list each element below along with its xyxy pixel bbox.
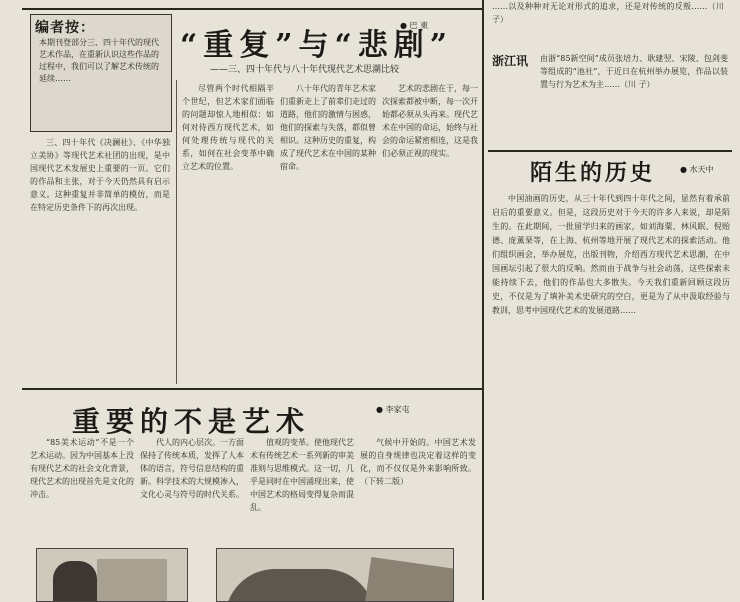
editor-note-box [30,14,172,132]
bottom-article-author: ● 李家屯 [376,405,410,414]
column-divider [176,80,177,384]
section-rule [22,388,482,390]
bottom-article-column [250,436,354,544]
right-top-text: ……以及种种对无论对形式的追求，还是对传统的反叛……（川 子） [492,2,724,24]
paragraph: 值观的变革。使他现代艺术有传统艺术一系列新的审美准则与思维模式。这一切，几乎是同时在中国涌现出来，使中国艺术的格局变得复杂而混乱。 [250,438,354,512]
top-rule [22,8,482,10]
paragraph: 代人的内心层次。一方面保持了传统本质，发挥了人本体的语言，符号信息结构的重新。科学技术的大规模渗入，文化心灵与符号的时代关系。 [140,438,244,499]
bottom-article-column [30,436,134,544]
bottom-article-column [140,436,244,544]
column-divider [482,0,484,600]
painting-photo [36,548,188,602]
paragraph: 中国油画的历史，从三十年代到四十年代之间，显然有着承前启后的重要意义。但是，这段历史对于今天的许多人来说，却是陌生的。在此期间，一批留学归来的画家，如刘海粟、林风眠、倪贻德、庞薰琹等，在上海、杭州等地开展了现代艺术的探索活动。他们组织画会，举办展览，出版刊物，介绍西方现代艺术思潮，在中国画坛引起了很大的反响。然而由于战争与社会动荡，这些探索未能持续下去，他们的作品也大多散失。今天我们重新回顾这段历史，不仅是为了填补美术史研究的空白，更是为了从中汲取经验与教训，思考中国现代艺术的发展道路…… [492,194,730,315]
background-shape [97,559,167,602]
zhejiang-news-label: 浙江讯 [492,54,529,68]
main-article-column [30,136,170,384]
editor-note-title: 编者按： [35,20,95,36]
bottom-article-title: 重要的不是艺术 [72,405,311,438]
right-article-text [492,192,730,598]
right-article-title: 陌生的历史 [530,160,656,186]
bottom-article-column [360,436,476,544]
paragraph: 三、四十年代《决澜社》、《中华独立美协》等现代艺术社团的出现，是中国现代艺术发展史上重要的一页。它们的作品和主张，对于今天仍然具有启示意义。这种重复并非简单的模仿，而是在特定历史条件下的再次出现。 [30,138,170,212]
main-article-author: ● 巴 東 [400,21,429,30]
painting-photo [216,548,454,602]
main-article-subtitle: ——三、四十年代与八十年代现代艺术思潮比较 [210,65,400,75]
zhejiang-news-text: 由浙“85新空间”成员张培力、耿建翌、宋陵、包剑斐等组成的“池社”，于近日在杭州举办展览，作品以装置与行为艺术为主……（川 子） [540,54,728,89]
section-rule [488,150,732,152]
main-article-title: “重复”与“悲剧” [180,28,454,63]
paragraph: 气候中开始的。中国艺术发展的自身规律也决定着这样的变化，而不仅仅是外来影响所致。（下转二版） [360,438,476,486]
main-article-column [182,82,274,384]
paragraph: 艺术的悲剧在于，每一次探索都被中断，每一次开始都必须从头再来。现代艺术在中国的命运，始终与社会的命运紧密相连，这是我们必须正视的现实。 [382,84,478,158]
figure-shape [225,569,375,602]
editor-note-text: 本期刊登部分三、四十年代的现代艺术作品，在重新认识这些作品的过程中，我们可以了解艺术传统的延续…… [39,38,159,83]
paragraph: 尽管两个时代相隔半个世纪，但艺术家们面临的问题却惊人地相似：如何对待西方现代艺术，如何处理传统与现代的关系，如何在社会变革中确立艺术的位置。 [182,84,274,171]
background-shape [364,557,454,602]
main-article-column [280,82,376,384]
main-article-column [382,82,478,384]
right-article-author: ● 水天中 [680,165,714,174]
paragraph: “85美术运动”不是一个艺术运动。因为中国基本上没有现代艺术的社会文化背景，现代艺术的出现首先是文化的冲击。 [30,438,134,499]
paragraph: 八十年代的青年艺术家们重新走上了前辈们走过的道路，他们的激情与困惑，他们的探索与失落，都似曾相识。这种历史的重复，构成了现代艺术在中国的某种宿命。 [280,84,376,171]
figure-shape [53,561,97,602]
